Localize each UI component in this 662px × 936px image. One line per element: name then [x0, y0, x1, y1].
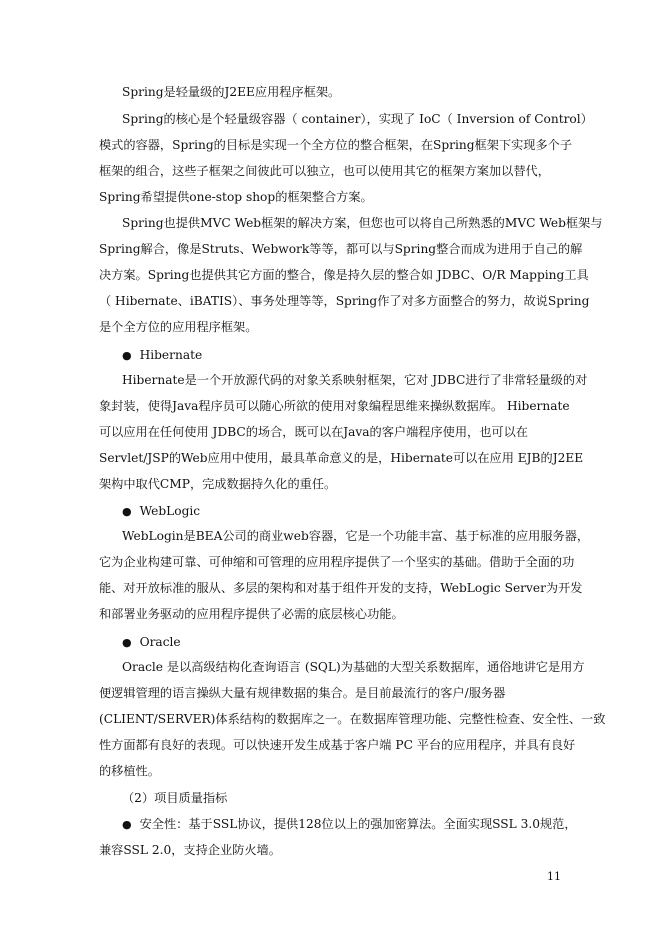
spring-mvc-line-4: （ Hibernate、iBATIS）、事务处理等等，Spring作了对多方面整合的努力，故说Spring — [99, 294, 590, 308]
hibernate-line-5: 架构中取代CMP，完成数据持久化的重任。 — [99, 477, 337, 491]
spring-core-line-2: 模式的容器，Spring的目标是实现一个全方位的整合框架，在Spring框架下实现多个子 — [99, 138, 573, 152]
weblogic-line-4: 和部署业务驱动的应用程序提供了必需的底层核心功能。 — [99, 607, 404, 621]
spring-mvc-line-5: 是个全方位的应用程序框架。 — [99, 320, 258, 334]
hibernate-heading: ● Hibernate — [122, 347, 202, 363]
security-line-2: 兼容SSL 2.0，支持企业防火墙。 — [99, 843, 281, 857]
weblogic-line-3: 能、对开放标准的服从、多层的架构和对基于组件开发的支持，WebLogic Server为开发 — [99, 581, 583, 595]
spring-mvc-line-2: Spring解合，像是Struts、Webwork等等，都可以与Spring整合而成为进用于自己的解 — [99, 242, 583, 256]
spring-core-line-4: Spring希望提供one-stop shop的框架整合方案。 — [99, 190, 373, 204]
security-line-1: ● 安全性：基于SSL协议，提供128位以上的强加密算法。全面实现SSL 3.0规范， — [122, 816, 577, 832]
oracle-heading: ● Oracle — [122, 634, 181, 650]
hibernate-line-3: 可以应用在任何使用 JDBC的场合，既可以在Java的客户端程序使用，也可以在 — [99, 425, 528, 439]
hibernate-line-2: 象封装，使得Java程序员可以随心所欲的使用对象编程思维来操纵数据库。 Hibernate — [99, 399, 570, 413]
hibernate-line-4: Servlet/JSP的Web应用中使用，最具革命意义的是，Hibernate可以在应用 EJB的J2EE — [99, 451, 584, 465]
hibernate-line-1: Hibernate是一个开放源代码的对象关系映射框架，它对 JDBC进行了非常轻量级的对 — [122, 373, 588, 387]
oracle-line-5: 的移植性。 — [99, 764, 160, 778]
weblogic-line-1: WebLogin是BEA公司的商业web容器，它是一个功能丰富、基于标准的应用服务器， — [122, 529, 590, 543]
oracle-line-2: 便逻辑管理的语言操纵大量有规律数据的集合。是目前最流行的客户/服务器 — [99, 686, 506, 700]
oracle-line-4: 性方面都有良好的表现。可以快速开发生成基于客户端 PC 平台的应用程序，并具有良好 — [99, 738, 576, 752]
oracle-line-1: Oracle 是以高级结构化查询语言 (SQL)为基础的大型关系数据库，通俗地讲它是用方 — [122, 660, 585, 674]
quality-heading: （2）项目质量指标 — [122, 791, 228, 805]
weblogic-heading: ● WebLogic — [122, 503, 200, 519]
spring-mvc-line-1: Spring也提供MVC Web框架的解决方案，但您也可以将自己所熟悉的MVC Web框架与 — [122, 216, 603, 230]
spring-mvc-line-3: 决方案。Spring也提供其它方面的整合，像是持久层的整合如 JDBC、O/R Mapping工具 — [99, 268, 589, 282]
spring-core-line-1: Spring的核心是个轻量级容器（ container），实现了 IoC（ Inversion of Control） — [122, 112, 593, 126]
oracle-line-3: (CLIENT/SERVER)体系结构的数据库之一。在数据库管理功能、完整性检查、安全性、一致 — [99, 712, 606, 726]
intro-text: Spring是轻量级的J2EE应用程序框架。 — [122, 85, 341, 99]
spring-core-line-3: 框架的组合，这些子框架之间彼此可以独立，也可以使用其它的框架方案加以替代， — [99, 164, 550, 178]
weblogic-line-2: 它为企业构建可靠、可伸缩和可管理的应用程序提供了一个坚实的基础。借助于全面的功 — [99, 555, 575, 569]
page-number: 11 — [547, 870, 561, 883]
